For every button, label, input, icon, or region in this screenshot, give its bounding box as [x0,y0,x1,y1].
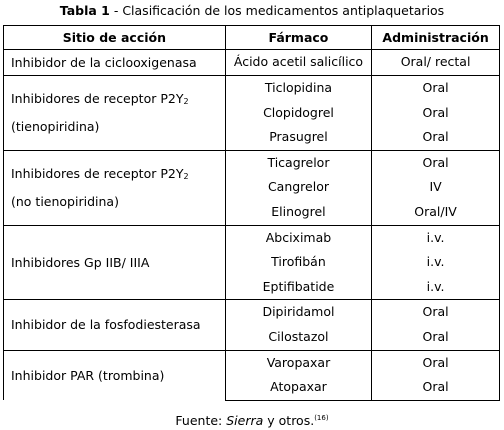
table-row [4,300,500,325]
site-of-action-text: Inhibidores Gp IIB/ IIIA [11,254,150,270]
drug-name-cell: Varopaxar [225,350,371,375]
site-of-action-text: Inhibidores de receptor P2Y [11,91,184,107]
administration-cell: Oral [372,101,500,126]
site-of-action-cell [4,225,226,300]
table-row [4,76,500,101]
site-of-action-line [11,50,225,75]
source-suffix: y otros. [263,413,315,428]
drug-name-cell: Dipiridamol [225,300,371,325]
administration-cell: Oral [372,375,500,400]
site-of-action-cell [4,150,226,225]
drug-name-cell: Atopaxar [225,375,371,400]
site-of-action-cell [4,350,226,400]
table-header-row [4,26,500,50]
site-of-action-text: Inhibidor de la fosfodiesterasa [11,317,201,333]
administration-cell: i.v. [372,225,500,250]
site-of-action-text: Inhibidor PAR (trombina) [11,367,165,383]
administration-cell: Oral [372,76,500,101]
drug-name-cell: Eptifibatide [225,275,371,300]
header-admin: Administración [372,26,500,50]
drug-name-cell: Ticlopidina [225,76,371,101]
administration-cell: Oral [372,300,500,325]
administration-cell: i.v. [372,250,500,275]
source-ref: (16) [314,414,329,422]
administration-cell: i.v. [372,275,500,300]
site-of-action-cell [4,300,226,350]
header-drug: Fármaco [225,26,371,50]
site-of-action-text: (no tienopiridina) [11,194,119,210]
site-of-action-line [11,363,225,388]
table-row [4,350,500,375]
drug-name-cell: Elinogrel [225,200,371,225]
site-of-action-line [11,86,225,114]
site-of-action-line [11,161,225,189]
table-source [0,413,504,428]
table-caption [0,3,504,18]
table-row [4,50,500,76]
site-of-action-text: (tienopiridina) [11,119,100,135]
receptor-subscript: 2 [183,97,189,107]
table-row [4,225,500,250]
drug-name-cell: Tirofibán [225,250,371,275]
drug-name-cell: Ácido acetil salicílico [225,50,371,76]
site-of-action-line [11,189,225,214]
table-row [4,150,500,175]
source-prefix: Fuente: [175,413,227,428]
drug-name-cell: Clopidogrel [225,101,371,126]
receptor-subscript: 2 [183,172,189,182]
site-of-action-text: Inhibidor de la ciclooxigenasa [11,55,197,70]
drug-name-cell: Cangrelor [225,175,371,200]
caption-text: - Clasificación de los medicamentos antiplaquetarios [109,3,445,18]
drug-name-cell: Prasugrel [225,125,371,150]
site-of-action-text: Inhibidores de receptor P2Y [11,166,184,182]
site-of-action-cell [4,76,226,151]
caption-label: Tabla 1 [59,3,110,18]
administration-cell: Oral [372,325,500,350]
drug-name-cell: Ticagrelor [225,150,371,175]
site-of-action-line [11,114,225,139]
antiplatelet-table [3,25,500,401]
administration-cell: Oral [372,150,500,175]
administration-cell: Oral/ rectal [372,50,500,76]
administration-cell: IV [372,175,500,200]
source-author: Sierra [226,413,264,428]
administration-cell: Oral/IV [372,200,500,225]
administration-cell: Oral [372,350,500,375]
drug-name-cell: Abciximab [225,225,371,250]
site-of-action-cell [4,50,226,76]
drug-name-cell: Cilostazol [225,325,371,350]
site-of-action-line [11,312,225,337]
administration-cell: Oral [372,125,500,150]
site-of-action-line [11,250,225,275]
header-site: Sitio de acción [4,26,226,50]
